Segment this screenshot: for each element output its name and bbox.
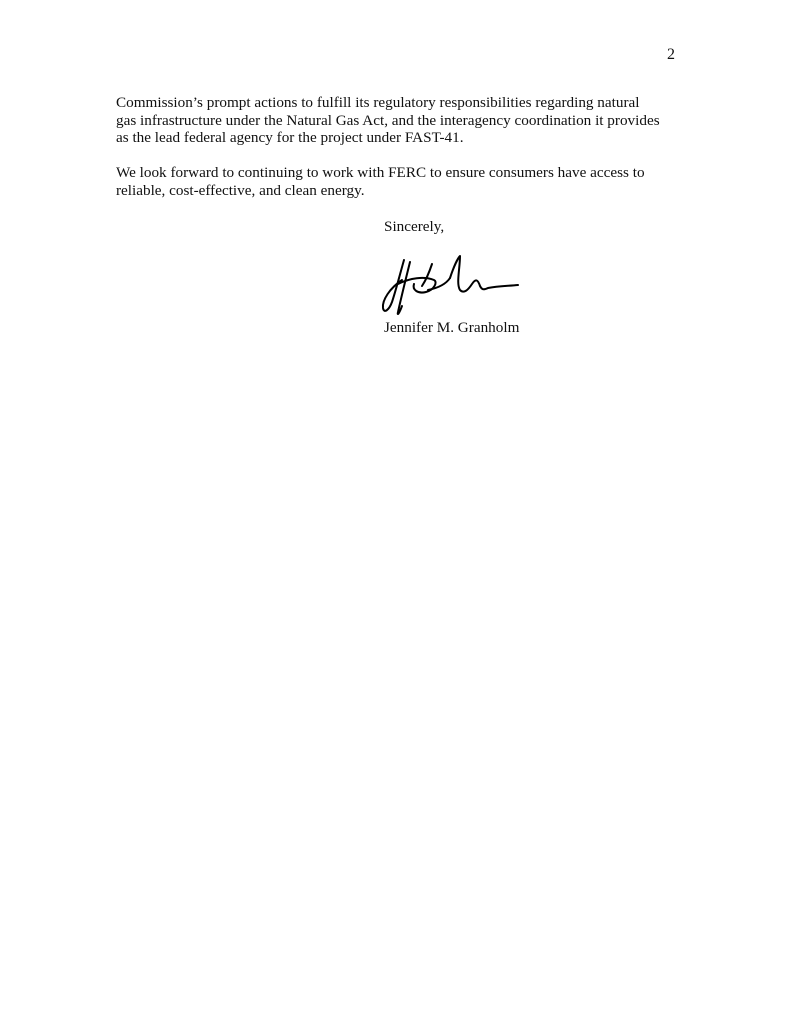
letter-body [116, 94, 678, 217]
page-number: 2 [667, 46, 675, 63]
closing-salutation: Sincerely, [384, 218, 445, 235]
handwritten-signature [380, 250, 525, 322]
paragraph-commission-actions: Commission’s prompt actions to fulfill its regulatory responsibilities regarding natural gas infrastructure under the Natural Gas Act, and the interagency coordination it provides as the lead federal agency for the project under FAST-41. [116, 94, 660, 147]
signer-name: Jennifer M. Granholm [384, 319, 520, 336]
paragraph-look-forward: We look forward to continuing to work with FERC to ensure consumers have access to reliable, cost-effective, and clean energy. [116, 164, 645, 199]
